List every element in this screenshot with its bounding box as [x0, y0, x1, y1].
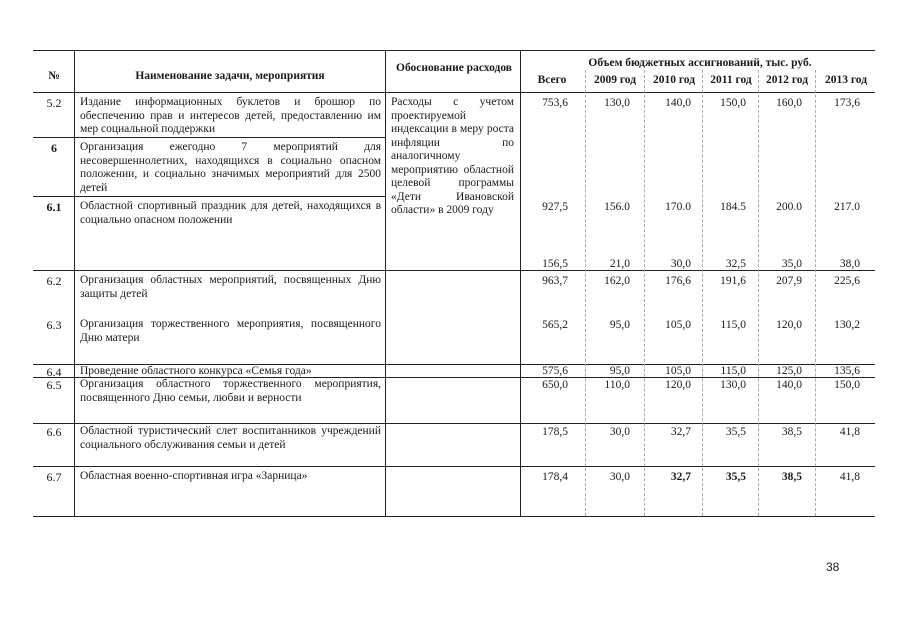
value-total: 178,5	[542, 426, 568, 438]
header-col-2012: 2012 год	[765, 74, 809, 86]
value-2012: 160,0	[776, 97, 802, 109]
col-divider	[385, 50, 386, 516]
row-task: Областной туристический слет воспитанников учреждений социального обслуживания семьи и детей	[80, 425, 381, 451]
value-2013: 150,0	[834, 379, 860, 391]
header-col-2010: 2010 год	[652, 74, 696, 86]
value-2012: 125,0	[776, 365, 802, 377]
table-top-border	[33, 50, 875, 51]
value-2009: 30,0	[609, 426, 630, 438]
row-num: 6.1	[46, 200, 62, 214]
value-2009: 21,0	[609, 258, 630, 270]
row-num: 6.7	[46, 470, 62, 484]
value-2013: 225,6	[834, 275, 860, 287]
value-2009: 156.0	[604, 201, 630, 213]
row-task: Проведение областного конкурса «Семья года»	[80, 365, 312, 377]
value-2009: 95,0	[609, 319, 630, 331]
justification-text: Расходы с учетом проектируемой индексации в меру роста инфляции по аналогичному мероприятию областной целевой программы «Дети Ивановской области» в 2009 году	[391, 96, 514, 216]
value-2012: 140,0	[776, 379, 802, 391]
row-num: 6.2	[46, 274, 62, 288]
col-divider-dashed	[585, 70, 586, 516]
value-total: 178,4	[542, 471, 568, 483]
row-num: 6.4	[46, 365, 62, 379]
value-2010: 105,0	[665, 365, 691, 377]
row-task: Областная военно-спортивная игра «Зарница»	[80, 470, 308, 482]
row-task: Областной спортивный праздник для детей, находящихся в социально опасном положении	[80, 200, 381, 226]
row-num: 6.3	[46, 318, 62, 332]
row-divider	[33, 270, 875, 271]
row-num: 5.2	[46, 96, 62, 110]
value-2010: 32,7	[670, 471, 691, 483]
value-2010: 120,0	[665, 379, 691, 391]
value-2011: 191,6	[720, 275, 746, 287]
value-2010: 176,6	[665, 275, 691, 287]
row-divider	[33, 196, 385, 197]
value-2011: 150,0	[720, 97, 746, 109]
value-2012: 200.0	[776, 201, 802, 213]
value-total: 650,0	[542, 379, 568, 391]
value-total: 753,6	[542, 97, 568, 109]
value-2013: 38,0	[839, 258, 860, 270]
row-divider	[33, 423, 875, 424]
value-2011: 115,0	[720, 319, 746, 331]
value-2012: 38,5	[781, 426, 802, 438]
value-total: 927,5	[542, 201, 568, 213]
value-2011: 35,5	[725, 471, 746, 483]
value-2011: 32,5	[725, 258, 746, 270]
value-2011: 35,5	[725, 426, 746, 438]
value-2009: 130,0	[604, 97, 630, 109]
row-num: 6.6	[46, 425, 62, 439]
row-task: Организация областного торжественного мероприятия, посвященного Дню семьи, любви и верности	[80, 378, 381, 404]
value-2012: 207,9	[776, 275, 802, 287]
row-num: 6	[51, 141, 57, 155]
value-2010: 140,0	[665, 97, 691, 109]
value-total: 156,5	[542, 258, 568, 270]
value-2013: 135,6	[834, 365, 860, 377]
value-2009: 95,0	[609, 365, 630, 377]
table-bottom-border	[33, 516, 875, 517]
col-divider	[74, 50, 75, 516]
value-total: 565,2	[542, 319, 568, 331]
row-task: Издание информационных буклетов и брошюр по обеспечению прав и интересов детей, предоставлению им мер социальной поддержки	[80, 96, 381, 135]
value-2012: 38,5	[781, 471, 802, 483]
col-divider-dashed	[702, 70, 703, 516]
row-divider	[33, 137, 385, 138]
value-2010: 105,0	[665, 319, 691, 331]
row-num: 6.5	[46, 378, 62, 392]
value-2013: 41,8	[839, 471, 860, 483]
col-divider	[520, 50, 521, 516]
value-2010: 170.0	[665, 201, 691, 213]
header-col-2011: 2011 год	[710, 74, 752, 86]
value-2009: 162,0	[604, 275, 630, 287]
row-task: Организация ежегодно 7 мероприятий для несовершеннолетних, находящихся в социально опасном положении, и социально значимых мероприятий для 2500 детей	[80, 141, 381, 194]
value-2009: 110,0	[604, 379, 630, 391]
col-divider-dashed	[758, 70, 759, 516]
value-2012: 35,0	[781, 258, 802, 270]
header-justification: Обоснование расходов	[396, 62, 512, 74]
value-total: 575,6	[542, 365, 568, 377]
value-2013: 173,6	[834, 97, 860, 109]
value-2010: 30,0	[670, 258, 691, 270]
value-2013: 217.0	[834, 201, 860, 213]
page-number: 38	[826, 560, 840, 574]
row-task: Организация торжественного мероприятия, посвященного Дню матери	[80, 318, 381, 344]
value-2011: 115,0	[720, 365, 746, 377]
header-bottom-border	[33, 92, 875, 93]
header-col-2013: 2013 год	[824, 74, 868, 86]
header-num: №	[48, 70, 60, 82]
value-2010: 32,7	[670, 426, 691, 438]
value-total: 963,7	[542, 275, 568, 287]
value-2011: 184.5	[720, 201, 746, 213]
value-2013: 130,2	[834, 319, 860, 331]
header-col-2009: 2009 год	[593, 74, 637, 86]
header-budget: Объем бюджетных ассигнований, тыс. руб.	[588, 57, 812, 69]
value-2011: 130,0	[720, 379, 746, 391]
value-2009: 30,0	[609, 471, 630, 483]
col-divider-dashed	[644, 70, 645, 516]
value-2012: 120,0	[776, 319, 802, 331]
row-divider	[33, 466, 875, 467]
row-task: Организация областных мероприятий, посвященных Дню защиты детей	[80, 274, 381, 300]
value-2013: 41,8	[839, 426, 860, 438]
header-task: Наименование задачи, мероприятия	[135, 70, 325, 82]
header-col-total: Всего	[537, 74, 567, 86]
col-divider-dashed	[815, 70, 816, 516]
